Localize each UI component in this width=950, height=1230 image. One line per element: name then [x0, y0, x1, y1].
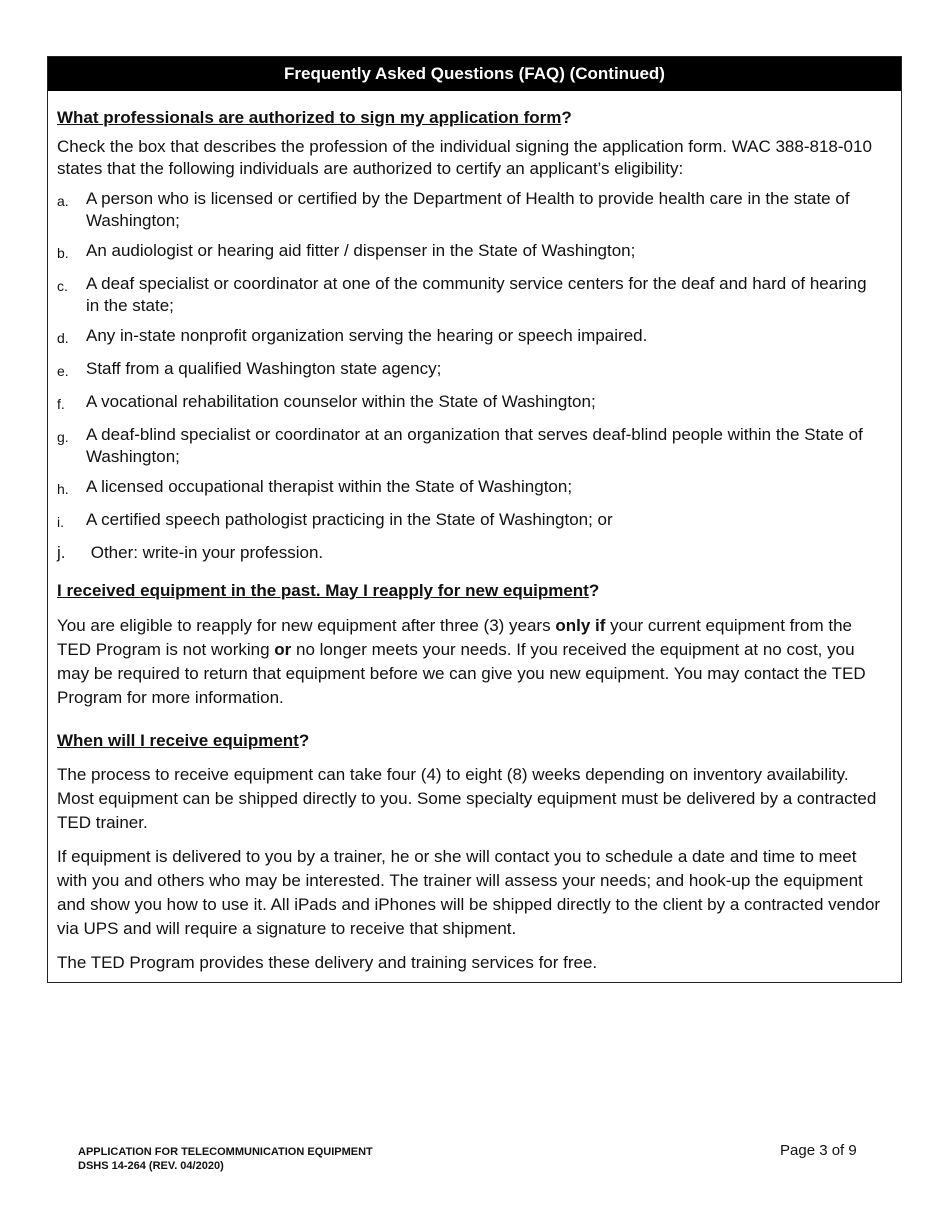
question-reapply: I received equipment in the past. May I reapply for new equipment? [57, 581, 600, 600]
list-item: b. An audiologist or hearing aid fitter / dispenser in the State of Washington; [57, 241, 636, 261]
list-item: i. A certified speech pathologist practicing in the State of Washington; or [57, 510, 613, 530]
trainer-paragraph: If equipment is delivered to you by a trainer, he or she will contact you to schedule a date and time to meet with you and others who may be interested. The trainer will assess your needs; and hook-up the equipment and show you how to use it. All iPads and iPhones will be shipped directly to the client by a contracted vendor via UPS and will require a signature to receive that shipment. [57, 847, 881, 938]
form-title: APPLICATION FOR TELECOMMUNICATION EQUIPMENT [78, 1146, 373, 1158]
intro-paragraph: Check the box that describes the profession of the individual signing the application form. WAC 388-818-010 states that the following individuals are authorized to certify an applicant’s eligibility: [57, 137, 872, 178]
professionals-list [57, 188, 884, 564]
list-item: c. A deaf specialist or coordinator at one of the community service centers for the deaf and hard of hearing in the state; [57, 274, 867, 315]
list-item: d. Any in-state nonprofit organization serving the hearing or speech impaired. [57, 326, 648, 346]
list-item: j. Other: write-in your profession. [57, 543, 324, 562]
faq-content [48, 108, 901, 975]
list-item: f. A vocational rehabilitation counselor within the State of Washington; [57, 392, 596, 412]
faq-box [47, 56, 902, 983]
page-number: Page 3 of 9 [780, 1142, 857, 1159]
list-item: e. Staff from a qualified Washington state agency; [57, 359, 442, 379]
form-number: DSHS 14-264 (REV. 04/2020) [78, 1160, 224, 1172]
faq-header: Frequently Asked Questions (FAQ) (Continued) [48, 57, 901, 91]
list-item: g. A deaf-blind specialist or coordinator at an organization that serves deaf-blind people within the State of Washington; [57, 425, 863, 466]
process-paragraph: The process to receive equipment can take four (4) to eight (8) weeks depending on inventory availability. Most equipment can be shipped directly to you. Some specialty equipment must be delivered by a contracted TED trainer. [57, 765, 877, 832]
footer-form-info [78, 1145, 373, 1173]
question-receive-equipment: When will I receive equipment? [57, 731, 310, 750]
free-services-paragraph: The TED Program provides these delivery and training services for free. [57, 953, 598, 972]
reapply-paragraph: You are eligible to reapply for new equipment after three (3) years only if your current equipment from the TED Program is not working or no longer meets your needs. If you received the equipment at no cost, you may be required to return that equipment before we can give you new equipment. You may contact the TED Program for more information. [57, 616, 866, 707]
list-item: a. A person who is licensed or certified by the Department of Health to provide health care in the state of Washington; [57, 189, 850, 230]
list-item: h. A licensed occupational therapist within the State of Washington; [57, 477, 573, 497]
question-authorized-professionals: What professionals are authorized to sign my application form? [57, 108, 572, 127]
